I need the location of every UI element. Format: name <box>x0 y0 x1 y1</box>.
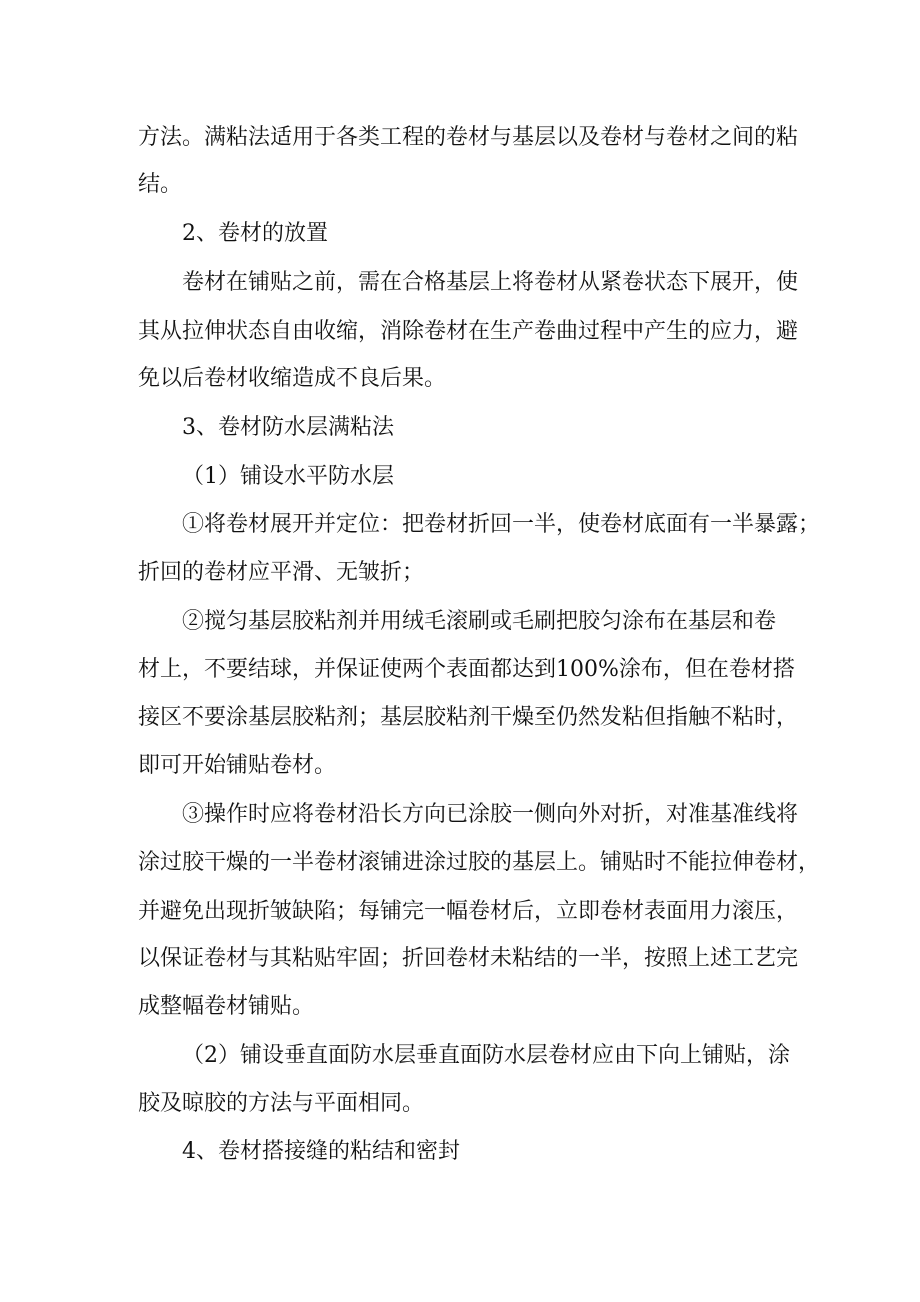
section-heading: 4、卷材搭接缝的粘结和密封 <box>182 1139 460 1164</box>
text-line: ②搅匀基层胶粘剂并用绒毛滚刷或毛刷把胶匀涂布在基层和卷 <box>182 609 777 634</box>
text-line: 胶及晾胶的方法与平面相同。 <box>138 1091 425 1116</box>
text-line: 以保证卷材与其粘贴牢固；折回卷材未粘结的一半，按照上述工艺完 <box>138 946 799 971</box>
section-heading: 3、卷材防水层满粘法 <box>182 415 394 440</box>
text-line: ③操作时应将卷材沿长方向已涂胶一侧向外对折，对准基准线将 <box>182 802 799 827</box>
text-line: 并避免出现折皱缺陷；每铺完一幅卷材后，立即卷材表面用力滚压， <box>138 899 799 924</box>
text-line: 成整幅卷材铺贴。 <box>138 994 315 1019</box>
text-line: 即可开始铺贴卷材。 <box>138 753 337 778</box>
subsection-heading: （1）铺设水平防水层 <box>182 464 394 489</box>
text-line: 方法。满粘法适用于各类工程的卷材与基层以及卷材与卷材之间的粘 <box>138 125 799 150</box>
text-line: 免以后卷材收缩造成不良后果。 <box>138 366 447 391</box>
text-line: 涂过胶干燥的一半卷材滚铺进涂过胶的基层上。铺贴时不能拉伸卷材， <box>138 850 821 875</box>
text-line: 折回的卷材应平滑、无皱折； <box>138 560 425 585</box>
text-line: 卷材在铺贴之前，需在合格基层上将卷材从紧卷状态下展开，使 <box>182 270 799 295</box>
text-line: 结。 <box>138 172 183 197</box>
section-heading: 2、卷材的放置 <box>182 221 328 246</box>
text-line: ①将卷材展开并定位：把卷材折回一半，使卷材底面有一半暴露； <box>182 512 821 537</box>
text-line: 其从拉伸状态自由收缩，消除卷材在生产卷曲过程中产生的应力，避 <box>138 319 799 344</box>
text-line: 材上，不要结球，并保证使两个表面都达到100%涂布，但在卷材搭 <box>138 657 795 682</box>
subsection-heading: （2）铺设垂直面防水层垂直面防水层卷材应由下向上铺贴，涂 <box>182 1043 790 1068</box>
text-line: 接区不要涂基层胶粘剂；基层胶粘剂干燥至仍然发粘但指触不粘时， <box>138 705 799 730</box>
